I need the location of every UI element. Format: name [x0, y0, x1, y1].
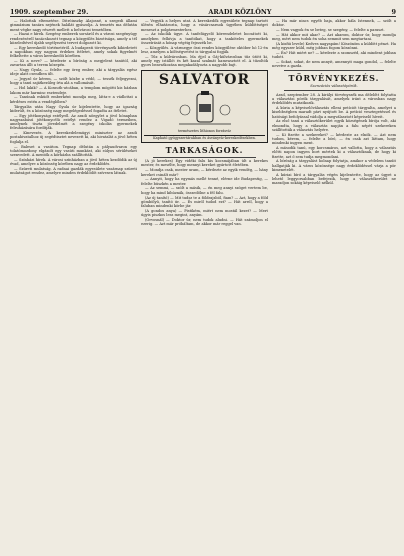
article-paragraph: A második tanú, egy korcsmáros, azt vallotta, hogy a választás előtti napon ingyen bort mértek ki a választóknak, de hogy ki fizette, azt ő sem tudja megmondani.	[272, 146, 396, 159]
article-paragraph: — Hazai e hírek. Szegény emberek sorsáról és a városi szegényügy rendezéséről tanácskozott tegnap a közgyűlés bizottsága, amely a tél közeledtével újabb segélyezési tervet dolgozott ki.	[10, 32, 137, 45]
article-paragraph: Arad, szeptember 28. A királyi törvényszék ma délelőtt folytatta a választási pörök tárgyalását, amelyek iránt a városban nagy érdeklődés mutatkozik.	[272, 92, 396, 106]
article-paragraph: — Kinevezés. A kereskedelemügyi miniszter az aradi postahivatalhoz új segédtisztet nevezett ki, aki hivatalát a jövő héten foglalja el.	[10, 131, 137, 144]
article-paragraph: — Ki a neve? — kérdezte a bíróság a megjelent tanútól, aki zavartan állt a terem közepén.	[10, 59, 137, 68]
article-paragraph: — Hol lakik? — A Kossuth-utcában, a templom mögötti kis házban lakom már harminc esztendeje.	[10, 86, 137, 95]
article-paragraph: — Baleset a vasúton. Tegnap délután a pályaudvaron egy tolatómozdony elgázolt egy vasúti munkást, aki súlyos sérüléseket szenvedett. A mentők a kórházba szállították.	[10, 144, 137, 158]
article-paragraph: — Szüreti mulatság. A radnai gazdák egyesülete vasárnap szüreti mulatságot rendez, amelyre minden érdeklődőt szívesen látnak.	[10, 166, 137, 176]
article-paragraph: (A kisfiú levele) Kedves nagyapám! Köszönöm a küldött pénzt. Ha még egyszer küld, még jobban fogom köszönni.	[272, 42, 396, 51]
article-paragraph: — Tűz a külvárosban. Ma éjjel a Gáj-külvárosban tűz ütött ki, amely egy istállót és két kazal szalmát hamvasztott el. A tűzoltók gyors beavatkozása megakadályozta a nagyobb bajt.	[141, 54, 268, 68]
article-paragraph: — Közgyűlés. A vármegye őszi rendes közgyűlése október hó 12-én lesz, amelyen a költségvetést is tárgyalni fogják.	[141, 45, 268, 54]
section-divider	[284, 70, 384, 71]
article-paragraph: A kúriai bíró a tárgyalás végén kijelentette, hogy az ügyet a lehető leggyorsabban befejezik, hogy a választókerület ne maradjon sokáig képviselő nélkül.	[272, 172, 396, 186]
newspaper-title: ARADI KÖZLÖNY	[208, 8, 272, 16]
section-divider	[284, 90, 384, 91]
article-paragraph: — Hát akkor mit akar? — Azt akarom, doktor úr, hogy mondja meg, mért nem tudok én soha semmit sem megtartani.	[272, 32, 396, 42]
section-heading-torvenykezes: TÖRVÉNYKEZÉS.	[288, 73, 380, 84]
section-divider	[153, 157, 256, 158]
article-paragraph: — Sokat, sokat, de nem annyit, amennyit maga gondol, — felelte nevetve a gazda.	[272, 60, 396, 69]
article-paragraph: — Vegyük a helyes utat. A kereskedők egyesülete tegnap tartott ülésén elhatározta, hogy a vásárcsarnok ügyében küldöttséget meneszt a polgármesterhez.	[141, 19, 268, 32]
article-paragraph: — Tanúnak esküdt emberként mondja meg, látta-e a vádlottat a kérdéses estén a vendéglőben?	[10, 95, 137, 104]
article-paragraph: — Annyit, hogy ha egymás mellé tenné, elérne ide Budapestig, — felelte büszkén a mester.	[141, 177, 268, 186]
article-paragraph: (A gondos anya) — Pistikém, miért nem mostál kezet? — Mert úgyis piszkos lesz megint, anyám.	[141, 208, 268, 218]
article-paragraph: — Ha már nincs egyéb baja, akkor hála Istennek, — szólt a doktor.	[272, 19, 396, 28]
ad-subtitle: természetes lithionos forrásvíz	[178, 128, 231, 133]
article-paragraph: (Az új tanító) — Mit tudsz te a földrajzból, fiam? — Azt, hogy a föld gömbölyű, tanító úr. — És miről tudod ezt? — Hát arról, hogy a faluban mindenki körbe jár.	[141, 195, 268, 209]
article-paragraph: A bíróság a tárgyalást holnap folytatja, amikor a védelem tanúit hallgatják ki. A város közönsége nagy érdeklődéssel várja a pör kimenetelét.	[272, 159, 396, 172]
column-2	[141, 19, 268, 550]
page-number: 9	[391, 8, 396, 16]
salvator-advertisement	[141, 70, 268, 144]
issue-date: 1909. szeptember 29.	[10, 8, 89, 16]
article-paragraph: — Egy kereskedő történetéről. A budapesti törvényszék kihirdetett a napokban egy nagyon érdekes ítéletet, amely sokak figyelmét felkeltette a város kereskedői körében.	[10, 45, 137, 59]
article-paragraph: (A jó kerekes) Egy vidéki falu kis kocsmájában ült a kerekes mester, és mesélte, hogy mennyi kereket gyártott életében.	[141, 159, 268, 168]
article-paragraph: — Jegyző úr kérem, — szólt közbe a védő, — tessék feljegyezni, hogy a tanú sajátkezűleg írta alá a vallomását.	[10, 77, 137, 86]
article-paragraph: — Én? Hát miért ne? — kérdezte a szomszéd, aki mindent jobban tudott.	[272, 51, 396, 60]
masthead-rule	[10, 16, 396, 17]
article-paragraph: (Orvosnál) — Doktor úr, nem tudok aludni. — Hát számoljon el ezerig. — Azt már próbáltam, de akkor már reggel van.	[141, 218, 268, 227]
ad-footer: Kapható gyógyszertárakban és ásványvíz-kereskedésekben.	[144, 135, 265, 140]
ad-illustration	[175, 90, 235, 126]
masthead	[10, 6, 396, 16]
column-3	[272, 19, 396, 550]
article-paragraph: Tárgyalás után Nagy Gyula úr kijelentette, hogy az igazság kiderült, és a közönség nagy megelégedéssel fogadta az ítéletet.	[10, 104, 137, 113]
article-paragraph: — Az semmi, — szólt a másik, — én meg annyi szöget vertem be, hogy ha mind kihúznák, összedőlne a fél falu.	[141, 186, 268, 195]
column-1	[10, 19, 137, 550]
article-paragraph: — Nem vagyok én se beteg, se szegény, — felelte a paraszt.	[276, 28, 385, 33]
article-paragraph: Az első tanú a választókerület egyik községének bírója volt, aki elmondta, hogy a választás napján a falu népét szekereken szállították a választás helyére.	[272, 119, 396, 132]
article-paragraph: — Nagy Gyula, — felelte egy öreg ember, aki a tárgyalás egész ideje alatt csendben ült.	[10, 68, 137, 77]
article-paragraph: A kúria a képviselőválasztás elleni petíciót tárgyalta, amelyet a kisebbségben maradt párt nyújtott be. A petíció vesztegetéssel és hatósági befolyással vádolja a megválasztott képviselő híveit.	[272, 106, 396, 119]
article-paragraph: — Mondja csak, mester uram, — kérdezte az egyik vendég, — hány kereket csinált már?	[141, 168, 268, 177]
section-heading-tarkasagok: TARKASÁGOK.	[165, 145, 244, 156]
article-paragraph: — Halottak eltemetése. Ditróinszky Alajosné, a szegedi állami gimnázium tanára nejének halálát gyászolja. A temetés ma délután ment végbe nagy részvét mellett a belvárosi temetőben.	[10, 19, 137, 32]
article-paragraph: — Egy jótékonysági estélyről. Az aradi nőegylet a jövő hónapban nagyszabású jótékonycélú estélyt rendez a Vigadó termeiben, amelynek tiszta jövedelmét a szegény iskolás gyermekek felruházására fordítják.	[10, 113, 137, 131]
article-paragraph: — Ki fizette a szekereket? — kérdezte az elnök. — Azt nem tudom, kérem, — felelte a bíró, — én csak azt láttam, hogy mindenki ingyen ment.	[272, 132, 396, 146]
ad-title: SALVATOR	[158, 71, 251, 88]
article-paragraph: — Az iskolák ügye. A tanfelügyelő körrendeletet bocsátott ki, amelyben felhívja a tanítókat, hogy a tanköteles gyermekek összeírását a hónap végéig fejezzék be.	[141, 32, 268, 45]
article-paragraph: — Színházi hírek. A városi színházban a jövő héten kezdődik az új évad, amelyre a közönség körében nagy az érdeklődés.	[10, 157, 137, 167]
section-subheading: Szenzációs választópörök.	[310, 84, 358, 89]
